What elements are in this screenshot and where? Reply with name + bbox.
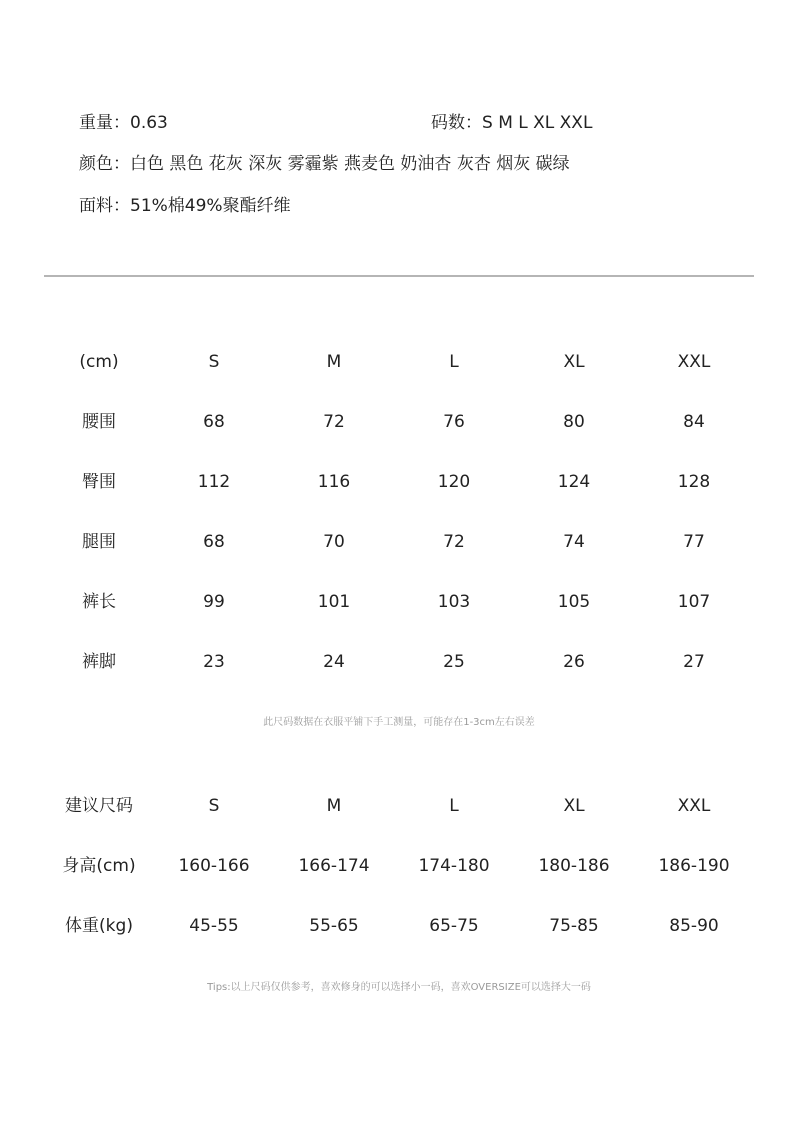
table-cell: 68 — [203, 412, 225, 432]
table-cell: 68 — [203, 532, 225, 552]
colors-line — [79, 153, 570, 175]
table-cell: 72 — [443, 532, 465, 552]
table-cell: 77 — [683, 532, 705, 552]
table-cell: 25 — [443, 652, 465, 672]
table-cell: 101 — [317, 592, 351, 612]
row-label: 体重(kg) — [65, 916, 133, 936]
table-cell: 27 — [683, 652, 705, 672]
row-label: 臀围 — [82, 472, 116, 492]
table-cell: 26 — [563, 652, 585, 672]
recommend-row-height — [0, 854, 790, 878]
table-cell: 160-166 — [178, 856, 250, 876]
table-cell: 55-65 — [309, 916, 359, 936]
recommend-row-weight — [0, 914, 790, 938]
measure-header-unit: (cm) — [79, 352, 119, 372]
table-cell: 166-174 — [298, 856, 370, 876]
table-cell: 107 — [677, 592, 711, 612]
table-cell: 112 — [197, 472, 231, 492]
table-cell: 80 — [563, 412, 585, 432]
section-divider — [44, 275, 754, 277]
table-cell: 75-85 — [549, 916, 599, 936]
row-label: 身高(cm) — [62, 856, 136, 876]
recommend-header-xl: XL — [563, 796, 585, 816]
table-cell: 65-75 — [429, 916, 479, 936]
table-cell: 84 — [683, 412, 705, 432]
row-label: 腿围 — [82, 532, 116, 552]
table-cell: 99 — [203, 592, 225, 612]
colors-value: 白色 黑色 花灰 深灰 雾霾紫 燕麦色 奶油杏 灰杏 烟灰 碳绿 — [130, 154, 570, 174]
weight-label: 重量： — [79, 113, 130, 133]
table-cell: 105 — [557, 592, 591, 612]
measure-row-waist — [0, 410, 790, 434]
table-cell: 116 — [317, 472, 351, 492]
table-cell: 70 — [323, 532, 345, 552]
recommend-header-xxl: XXL — [677, 796, 711, 816]
recommend-header-m: M — [326, 796, 342, 816]
table-cell: 174-180 — [418, 856, 490, 876]
measure-row-hem — [0, 650, 790, 674]
table-cell: 85-90 — [669, 916, 719, 936]
recommend-tips: Tips:以上尺码仅供参考，喜欢修身的可以选择小一码，喜欢OVERSIZE可以选择大一码 — [207, 982, 591, 993]
recommend-header-s: S — [208, 796, 220, 816]
table-cell: 74 — [563, 532, 585, 552]
table-cell: 124 — [557, 472, 591, 492]
table-cell: 24 — [323, 652, 345, 672]
measure-header-m: M — [326, 352, 342, 372]
measure-note: 此尺码数据在衣服平铺下手工测量，可能存在1-3cm左右误差 — [263, 717, 535, 728]
row-label: 裤脚 — [82, 652, 116, 672]
measure-header-l: L — [449, 352, 459, 372]
fabric-line — [79, 195, 291, 217]
fabric-label: 面料： — [79, 196, 130, 216]
row-label: 腰围 — [82, 412, 116, 432]
fabric-value: 51%棉49%聚酯纤维 — [130, 196, 291, 216]
table-cell: 45-55 — [189, 916, 239, 936]
sizes-value: S M L XL XXL — [482, 113, 593, 133]
table-cell: 180-186 — [538, 856, 610, 876]
table-cell: 76 — [443, 412, 465, 432]
weight-line — [79, 112, 168, 134]
recommend-header-label: 建议尺码 — [65, 796, 133, 816]
table-cell: 72 — [323, 412, 345, 432]
measure-header-xl: XL — [563, 352, 585, 372]
measure-row-hip — [0, 470, 790, 494]
measure-header-s: S — [208, 352, 220, 372]
measure-header-xxl: XXL — [677, 352, 711, 372]
recommend-header-l: L — [449, 796, 459, 816]
measure-header-row — [0, 350, 790, 374]
recommend-header-row — [0, 794, 790, 818]
table-cell: 120 — [437, 472, 471, 492]
weight-value: 0.63 — [130, 113, 168, 133]
table-cell: 128 — [677, 472, 711, 492]
row-label: 裤长 — [82, 592, 116, 612]
measure-row-length — [0, 590, 790, 614]
sizes-label: 码数： — [431, 113, 482, 133]
colors-label: 颜色： — [79, 154, 130, 174]
table-cell: 23 — [203, 652, 225, 672]
table-cell: 186-190 — [658, 856, 730, 876]
sizes-line — [431, 112, 592, 134]
table-cell: 103 — [437, 592, 471, 612]
measure-row-thigh — [0, 530, 790, 554]
